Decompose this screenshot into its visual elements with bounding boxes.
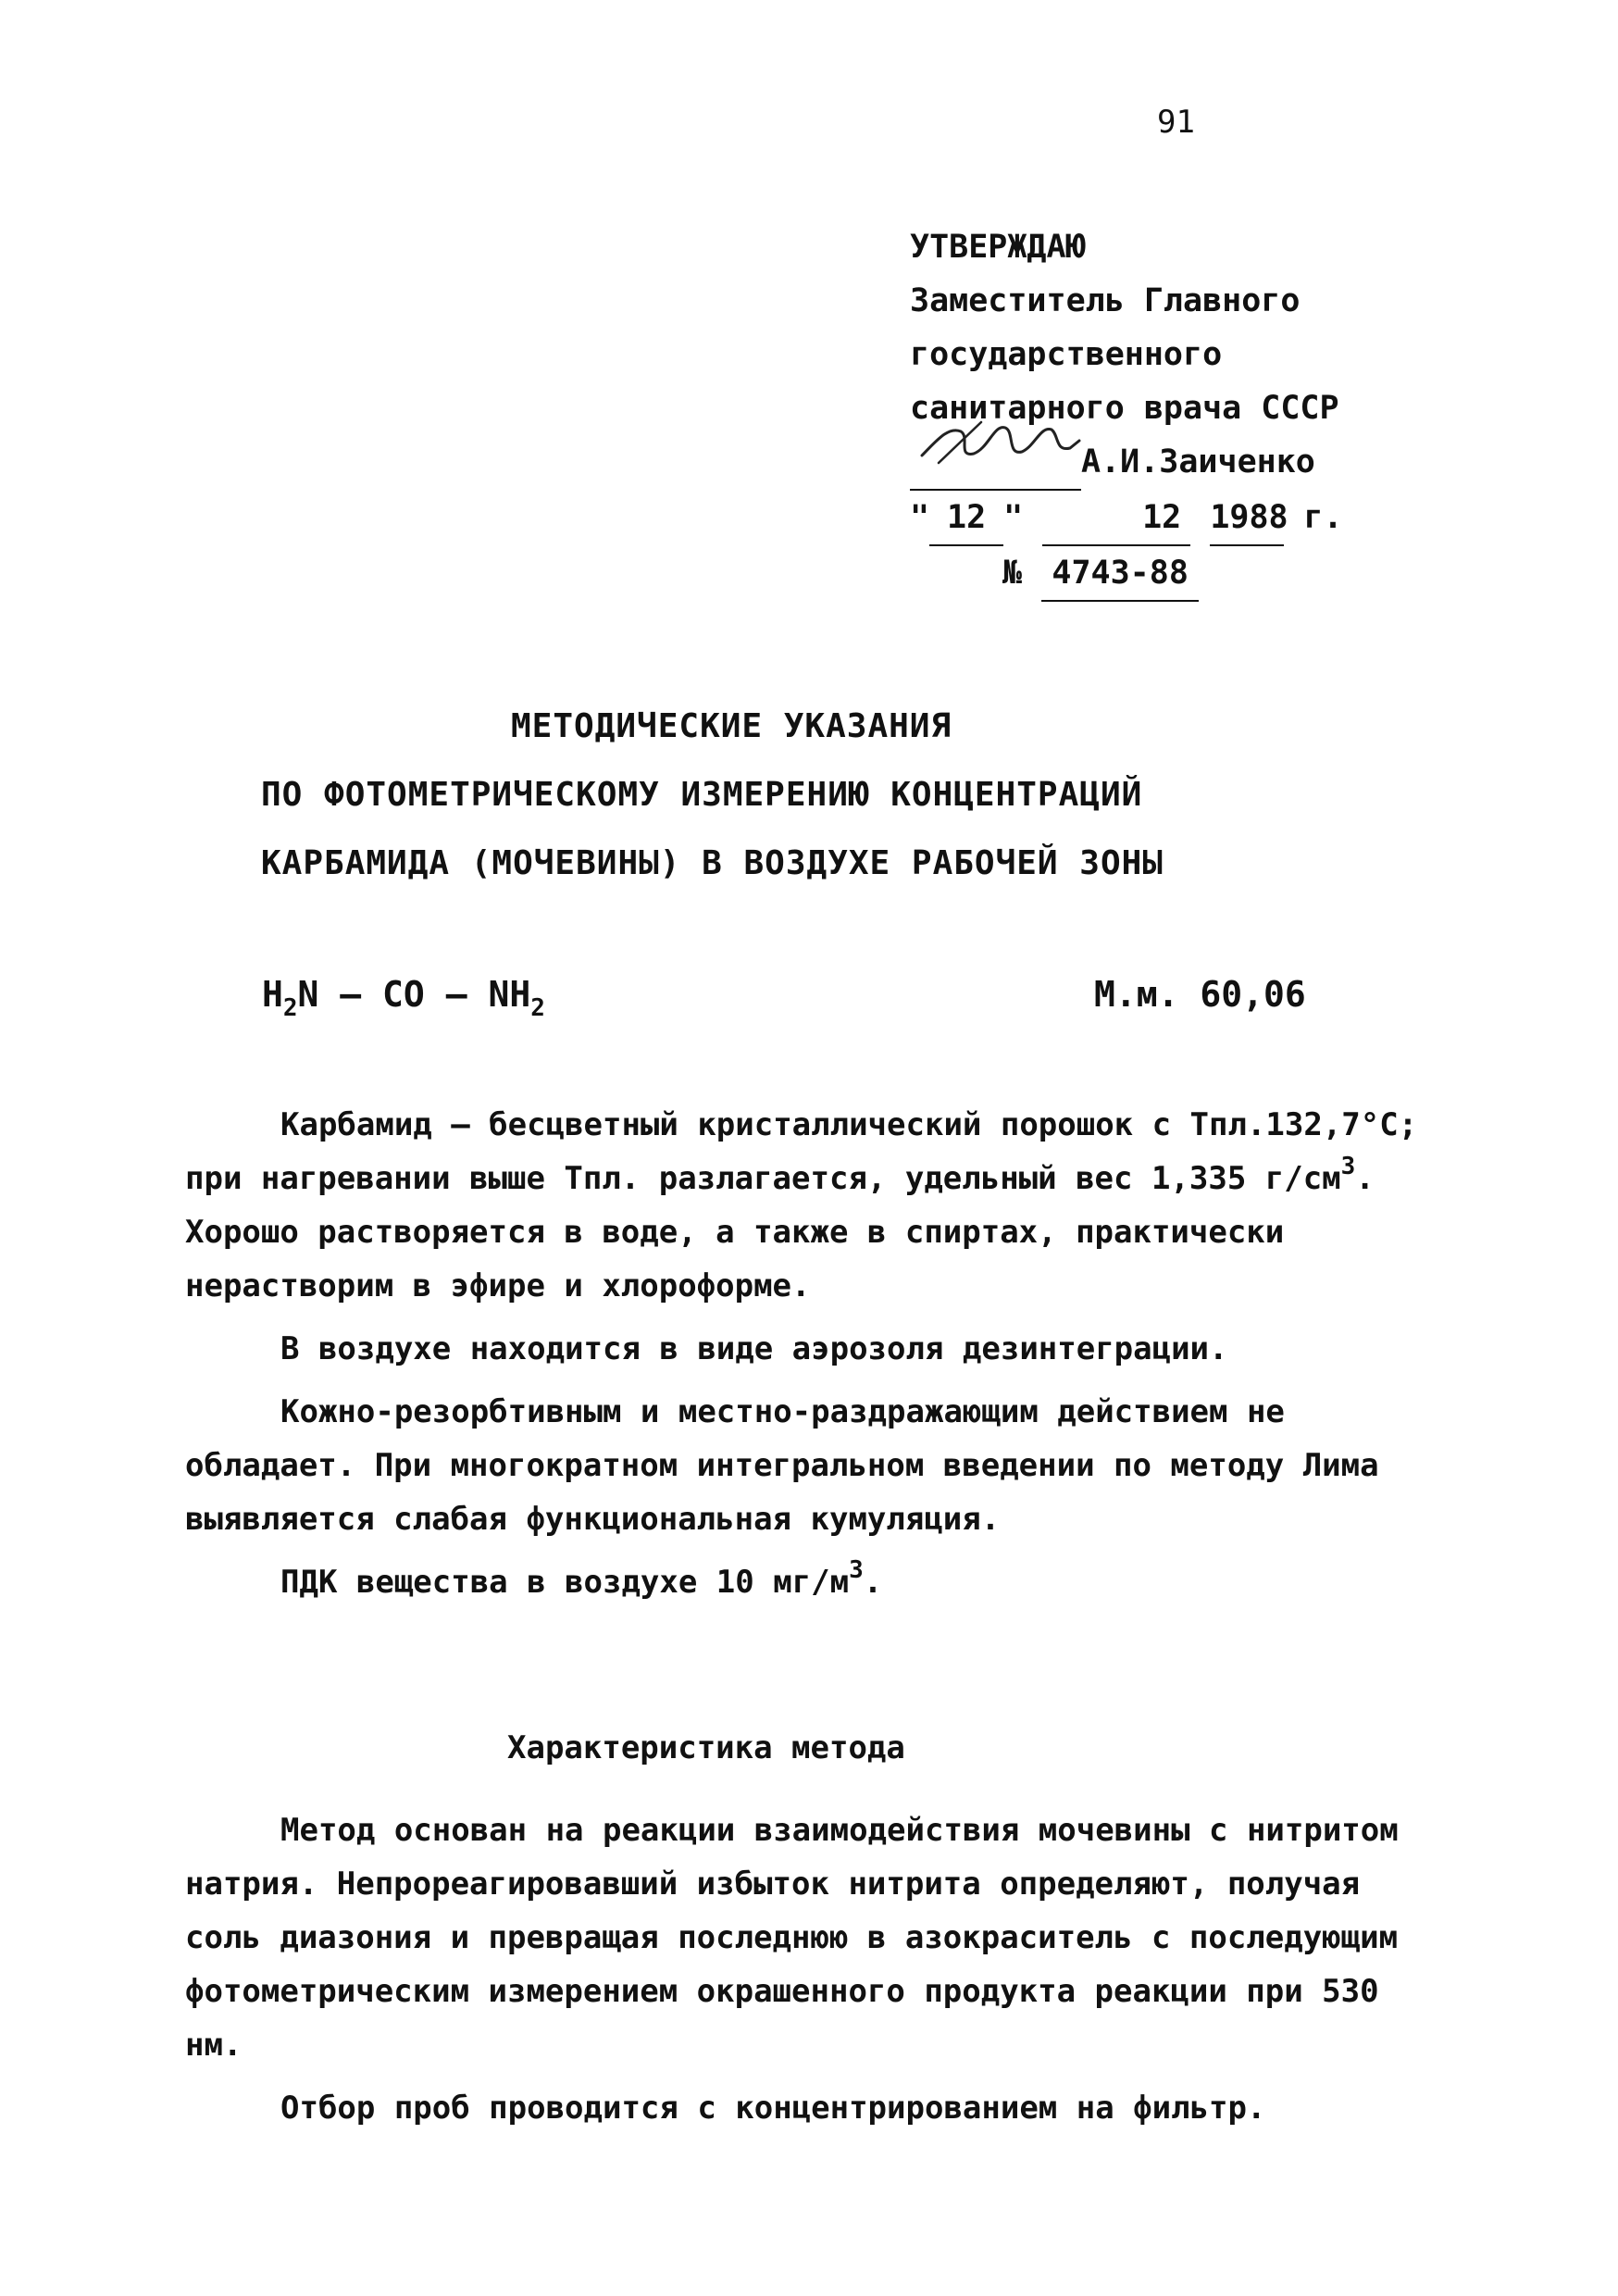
method-text (185, 1803, 1435, 2144)
approval-date-row: " 12 " 12 1988 г. (910, 491, 1343, 546)
paragraph-mac: ПДК вещества в воздухе 10 $мг/м^3$. (280, 1556, 883, 1601)
paragraph-sampling: Отбор проб проводится с концентрированием на фильтр. (280, 2090, 1266, 2127)
approval-signer: А.И.Заиченко (1081, 443, 1315, 480)
approval-number-prefix: № (1002, 555, 1023, 592)
date-day: 12 (929, 491, 1003, 546)
page-number: 91 (1157, 104, 1195, 141)
intro-text (185, 1098, 1435, 1618)
approval-block (910, 220, 1343, 602)
paragraph-properties: Карбамид – бесцветный кристаллический порошок с Тпл.132,7°С; при нагревании выше Тпл. разлагается, удельный вес 1,335 $г/см^3$. Хорошо растворяется в воде, а также в спиртах, практически нерастворим в эфире и хлороформе. (185, 1106, 1418, 1304)
date-year-suffix: г. (1303, 499, 1343, 536)
approval-number: 4743-88 (1041, 546, 1199, 602)
title-line-2: ПО ФОТОМЕТРИЧЕСКОМУ ИЗМЕРЕНИЮ КОНЦЕНТРАЦИЙ (261, 776, 1143, 814)
approval-number-row (910, 546, 1343, 602)
paragraph-aerosol: В воздухе находится в виде аэрозоля дезинтеграции. (280, 1330, 1228, 1367)
title-line-1: МЕТОДИЧЕСКИЕ УКАЗАНИЯ (511, 707, 952, 745)
approval-position-line-1: Заместитель Главного (910, 282, 1301, 319)
date-year: 1988 (1210, 491, 1284, 546)
handwritten-signature (916, 415, 1083, 470)
document-title (261, 693, 1164, 898)
date-month: 12 (1042, 491, 1190, 546)
paragraph-toxicity: Кожно-резорбтивным и местно-раздражающим действием не обладает. При многократном интегральном введении по методу Лима выявляется слабая функциональная кумуляция. (185, 1393, 1379, 1538)
paragraph-method: Метод основан на реакции взаимодействия мочевины с нитритом натрия. Непрореагировавший избыток нитрита определяют, получая соль диазония и превращая последнюю в азокраситель с последующим фотометрическим измерением окрашенного продукта реакции при 530 нм. (185, 1812, 1399, 2064)
molecular-mass: М.м. 60,06 (1094, 974, 1306, 1015)
approval-position-line-3: санитарного врача СССР (910, 390, 1339, 427)
section-heading: Характеристика метода (507, 1729, 905, 1766)
approval-heading: УТВЕРЖДАЮ (910, 229, 1086, 266)
chemical-formula: $H_2N$ – CO – $NH_2$ (262, 974, 545, 1022)
approval-position-line-2: государственного (910, 336, 1223, 373)
title-line-3: КАРБАМИДА (МОЧЕВИНЫ) В ВОЗДУХЕ РАБОЧЕЙ ЗОНЫ (261, 844, 1164, 882)
